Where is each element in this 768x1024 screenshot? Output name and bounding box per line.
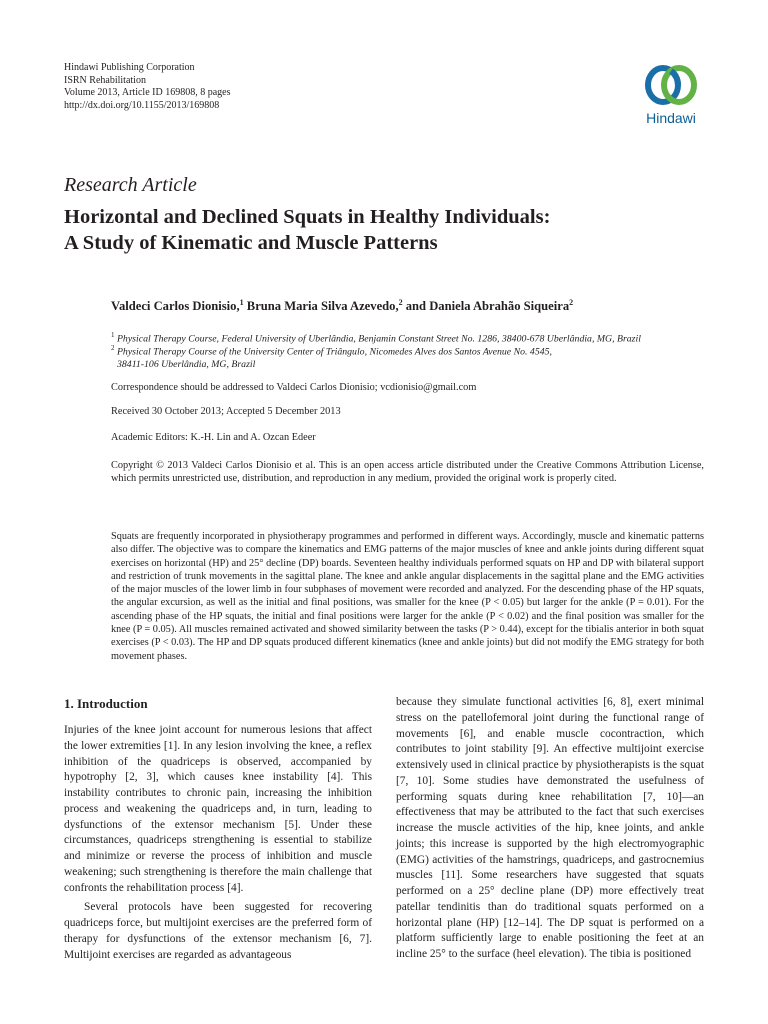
received-dates: Received 30 October 2013; Accepted 5 December 2013 [111, 406, 341, 417]
copyright-notice: Copyright © 2013 Valdeci Carlos Dionisio et al. This is an open access article distributed under the Creative Commons Attribution License, which permits unrestricted use, distribution, and reproduction in any medium, provided the original work is properly cited. [111, 460, 704, 485]
correspondence: Correspondence should be addressed to Valdeci Carlos Dionisio; vcdionisio@gmail.com [111, 382, 477, 393]
section-title: 1. Introduction [64, 696, 148, 711]
author-1: Valdeci Carlos Dionisio, [111, 299, 240, 314]
journal-header [64, 62, 230, 112]
publisher-name: Hindawi Publishing Corporation [64, 62, 195, 73]
body-column-left [64, 723, 372, 963]
author-2-affil: 2 [398, 298, 403, 307]
affiliation-1-text: Physical Therapy Course, Federal University of Uberlândia, Benjamin Constant Street No. 1286, 38400-678 Uberlândia, MG, Brazil [114, 333, 641, 345]
article-type: Research Article [64, 174, 197, 196]
affiliation-2-line-2: 38411-106 Uberlândia, MG, Brazil [117, 358, 256, 370]
affiliation-1-marker: 1 [111, 331, 115, 339]
affiliation-2-line-1: Physical Therapy Course of the University Center of Triângulo, Nicomedes Alves dos Santos Avenue No. 4545, [114, 346, 552, 358]
academic-editors: Academic Editors: K.-H. Lin and A. Ozcan Edeer [111, 432, 316, 443]
volume-info: Volume 2013, Article ID 169808, 8 pages [64, 87, 231, 98]
title-line-2: A Study of Kinematic and Muscle Patterns [64, 232, 438, 254]
article-title [64, 204, 724, 256]
affiliation-2 [111, 342, 711, 371]
author-3: and Daniela Abrahão Siqueira [402, 299, 570, 314]
title-line-1: Horizontal and Declined Squats in Healthy Individuals: [64, 206, 551, 228]
author-3-affil: 2 [569, 298, 574, 307]
abstract: Squats are frequently incorporated in physiotherapy programmes and performed in different ways. Accordingly, muscle and kinematic patterns also differ. The objective was to compare the kinematics and EMG patterns of the major muscles of knee and ankle joints during different squat exercises on horizontal (HP) and 25° decline (DP) boards. Seventeen healthy individuals performed squats on HP and DP with bilateral support and restriction of trunk movements in the sagittal plane. The knee and ankle angular displacements in the sagittal plane and the EMG activities of the major muscles of the lower limb in four subphases of movement were recorded and analyzed. For the descending phase of the HP squats, the angular excursion, as well as the initial and final positions, was smaller for the knee (P < 0.05) but larger for the ankle (P = 0.01). For the ascending phase of the HP squats, the initial and final positions were larger for the ankle (P < 0.02) and the final position was smaller for the knee (P = 0.05). All muscles remained activated and showed similarity between the tasks (P > 0.44), except for the tibialis anterior in both squat exercises (P < 0.03). The HP and DP squats produced different kinematics (knee and ankle joints) but did not modify the EMG strategy for both movement phases. [111, 531, 704, 662]
author-1-affil: 1 [239, 298, 244, 307]
hindawi-logo [636, 62, 706, 126]
paragraph: Several protocols have been suggested for recovering quadriceps force, but multijoint exercises are the preferred form of therapy for dysfunctions of the extensor mechanism [6, 7]. Multijoint exercises are regarded as advantageous [64, 901, 372, 961]
author-list [111, 298, 573, 314]
author-2: Bruna Maria Silva Azevedo, [243, 299, 399, 314]
doi-link[interactable]: http://dx.doi.org/10.1155/2013/169808 [64, 99, 220, 111]
hindawi-rings-icon [643, 62, 699, 108]
affiliation-2-marker: 2 [111, 344, 115, 352]
paragraph: because they simulate functional activities [6, 8], exert minimal stress on the patellofemoral joint during the functional range of movements [6], and enable muscle cocontraction, which contributes to joint stability [9]. An effective multijoint exercise extensively used in clinical practice by physiotherapists is the squat [7, 10]. Some studies have demonstrated the usefulness of performing squats during knee rehabilitation [7, 10]—an effectiveness that may be attributed to the fact that such exercises increase the muscle activities of the hip, knee joints, and ankle joints; this increase is supported by the high electromyographic (EMG) activities of the hamstrings, quadriceps, and gastrocnemius muscles [11]. Some researchers have suggested that squats performed on a 25° decline plane (DP) more effectively treat patellar tendinitis than do traditional squats performed on a horizontal plane (HP) [12–14]. The DP squat is performed on a platform sufficiently large to enable positioning the feet at an incline 25° to the surface (heel elevation). The tibia is positioned [396, 696, 704, 960]
journal-name: ISRN Rehabilitation [64, 74, 146, 86]
body-column-right [396, 695, 704, 963]
logo-text: Hindawi [646, 110, 696, 126]
paragraph: Injuries of the knee joint account for numerous lesions that affect the lower extremities [1]. In any lesion involving the knee, a reflex inhibition of the quadriceps is observed, accompanied by hypotrophy [2, 3], which causes knee instability [4]. This instability contributes to chronic pain, increasing the inhibition process and weakening the quadriceps and, in turn, leading to dysfunctions of the extensor mechanism [5]. Under these circumstances, quadriceps strengthening is essential to stabilize and minimize or reverse the process of inhibition and muscle weakening; such strengthening is therefore the main challenge that confronts the rehabilitation process [4]. [64, 724, 372, 894]
